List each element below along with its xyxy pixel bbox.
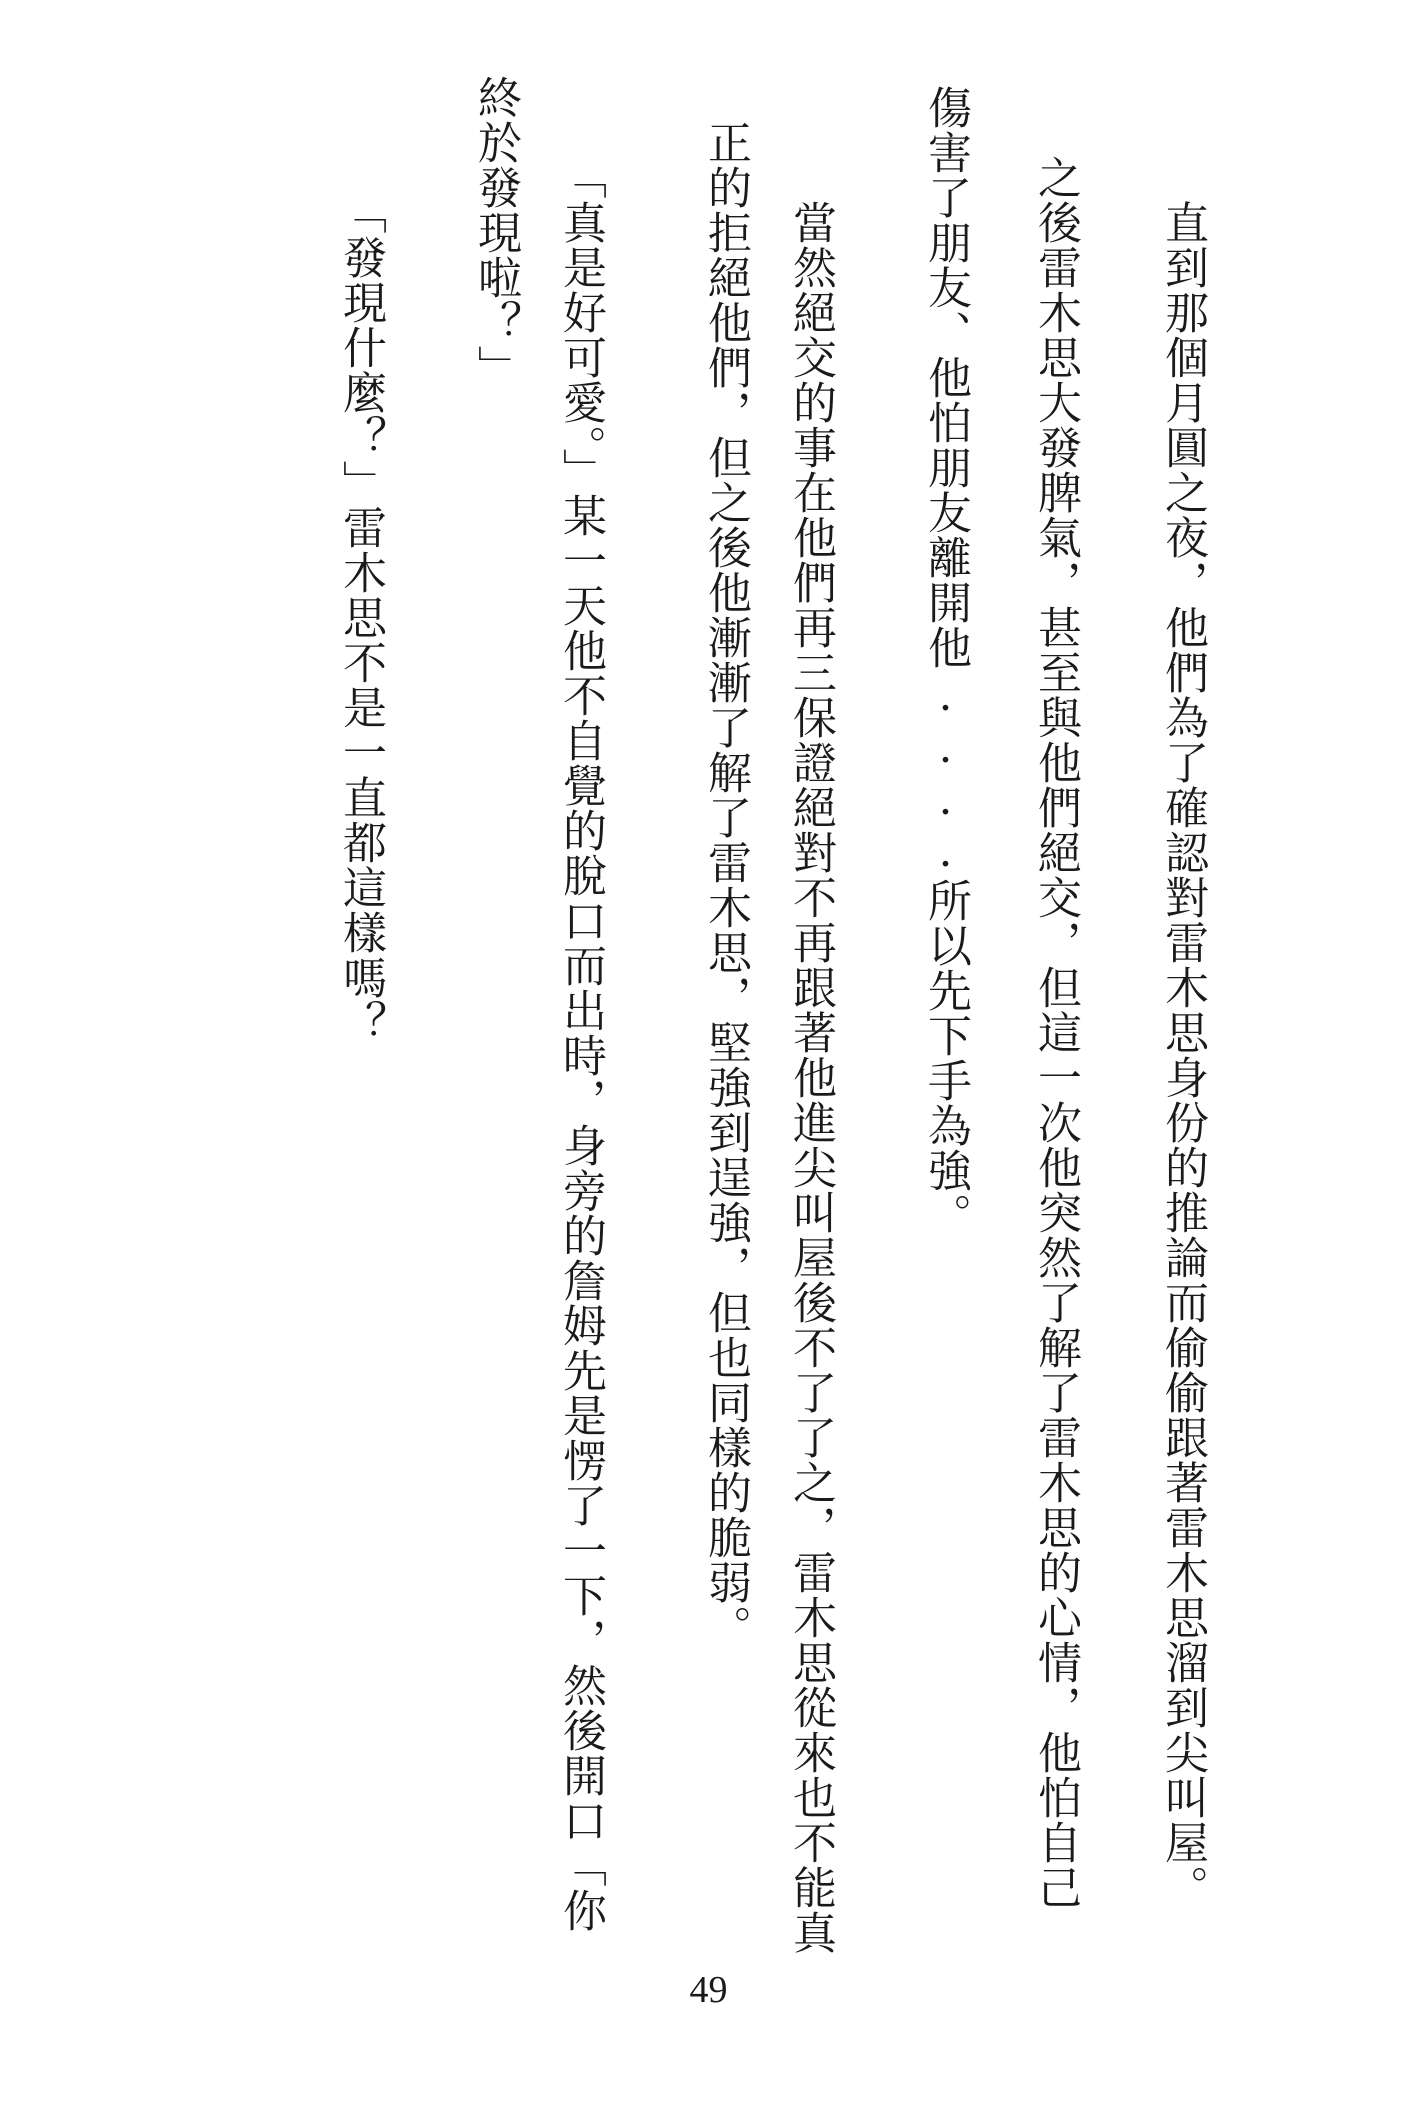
text-line-7: 終於發現啦？」 [470,75,521,390]
text-line-1: 直到那個月圓之夜，他們為了確認對雷木思身份的推論而偷偷跟著雷木思溜到尖叫屋。 [1157,155,1208,1910]
page-number: 49 [689,1969,728,2011]
text-line-8: 「發現什麼？」雷木思不是一直都這樣嗎？ [335,190,386,1045]
text-line-2: 之後雷木思大發脾氣，甚至與他們絕交，但這一次他突然了解了雷木思的心情，他怕自己 [1030,155,1081,1910]
text-line-6: 「真是好可愛。」某一天他不自覺的脫口而出時，身旁的詹姆先是愣了一下，然後開口「你 [555,155,606,1933]
text-line-4: 當然絕交的事在他們再三保證絕對不再跟著他進尖叫屋後不了了之，雷木思從來也不能真 [785,155,836,1955]
text-line-5: 正的拒絕他們，但之後他漸漸了解了雷木思，堅強到逞強，但也同樣的脆弱。 [700,120,751,1650]
text-line-3: 傷害了朋友、他怕朋友離開他....所以先下手為強。 [920,85,971,1238]
